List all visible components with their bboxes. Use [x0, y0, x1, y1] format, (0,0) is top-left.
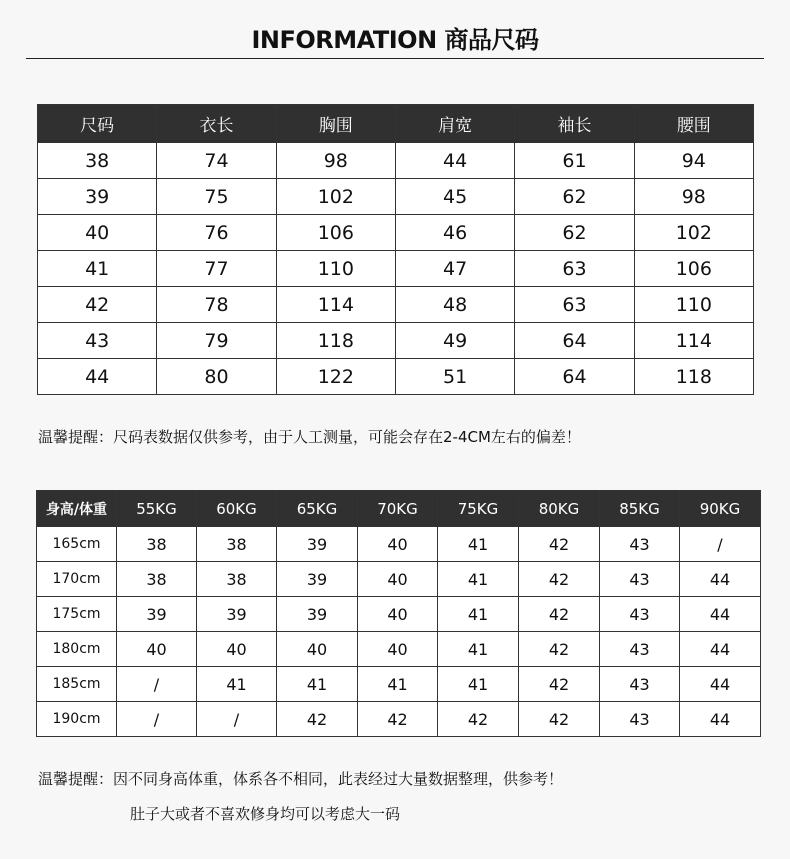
table-cell: 38: [38, 143, 157, 179]
table-cell: 41: [438, 527, 519, 562]
table-cell: 49: [395, 323, 514, 359]
table-row: [38, 143, 754, 179]
table-cell: 122: [276, 359, 395, 395]
table-cell: 43: [600, 702, 680, 737]
table-cell: 41: [197, 667, 277, 702]
table-cell: 42: [519, 562, 600, 597]
header-waist: 腰围: [634, 105, 753, 143]
table-cell: 40: [38, 215, 157, 251]
table-cell: 44: [680, 667, 761, 702]
table-cell: 98: [276, 143, 395, 179]
table-cell: 42: [519, 527, 600, 562]
table-cell: 61: [515, 143, 634, 179]
table-cell: 43: [600, 667, 680, 702]
table-cell: 63: [515, 287, 634, 323]
table-row: [38, 215, 754, 251]
table-cell: 41: [38, 251, 157, 287]
table-row: [37, 597, 761, 632]
table-cell: 75: [157, 179, 276, 215]
table-cell: 102: [634, 215, 753, 251]
table-cell: 40: [358, 597, 438, 632]
header-weight-55: 55KG: [117, 491, 197, 527]
fit-chart-note: 温馨提醒：因不同身高体重，体系各不相同，此表经过大量数据整理，供参考！: [38, 770, 564, 788]
table-cell: 74: [157, 143, 276, 179]
table-cell: 38: [117, 562, 197, 597]
table-row: [38, 323, 754, 359]
table-row: [37, 667, 761, 702]
table-cell: 39: [277, 527, 358, 562]
header-length: 衣长: [157, 105, 276, 143]
header-weight-60: 60KG: [197, 491, 277, 527]
table-row: [37, 632, 761, 667]
table-row: [38, 287, 754, 323]
table-cell: 62: [515, 179, 634, 215]
row-header-cell: 185cm: [37, 667, 117, 702]
table-cell: 44: [680, 632, 761, 667]
row-header-cell: 180cm: [37, 632, 117, 667]
table-cell: 40: [197, 632, 277, 667]
table-cell: 106: [634, 251, 753, 287]
table-cell: 118: [634, 359, 753, 395]
table-cell: 42: [438, 702, 519, 737]
table-cell: 42: [519, 702, 600, 737]
table-cell: 76: [157, 215, 276, 251]
table-cell: 118: [276, 323, 395, 359]
table-row: [38, 251, 754, 287]
table-cell: 44: [680, 597, 761, 632]
table-cell: 114: [276, 287, 395, 323]
table-cell: 39: [197, 597, 277, 632]
table-cell: 41: [438, 667, 519, 702]
table-cell: 110: [634, 287, 753, 323]
table-cell: 38: [197, 527, 277, 562]
table-cell: 80: [157, 359, 276, 395]
title-divider: [26, 58, 764, 59]
table-cell: 42: [358, 702, 438, 737]
table-cell: /: [117, 667, 197, 702]
header-weight-75: 75KG: [438, 491, 519, 527]
table-row: [38, 359, 754, 395]
table-cell: 43: [600, 597, 680, 632]
table-row: [38, 179, 754, 215]
table-cell: 64: [515, 359, 634, 395]
row-header-cell: 175cm: [37, 597, 117, 632]
table-cell: 98: [634, 179, 753, 215]
header-shoulder: 肩宽: [395, 105, 514, 143]
header-weight-80: 80KG: [519, 491, 600, 527]
height-weight-table: [36, 490, 761, 737]
table-row: [37, 527, 761, 562]
table-cell: 38: [197, 562, 277, 597]
header-sleeve: 袖长: [515, 105, 634, 143]
table-cell: 43: [600, 632, 680, 667]
table-cell: 44: [395, 143, 514, 179]
table-cell: 40: [117, 632, 197, 667]
header-weight-85: 85KG: [600, 491, 680, 527]
table-cell: /: [117, 702, 197, 737]
row-header-cell: 190cm: [37, 702, 117, 737]
table-cell: 41: [277, 667, 358, 702]
header-chest: 胸围: [276, 105, 395, 143]
header-weight-70: 70KG: [358, 491, 438, 527]
table-cell: 44: [38, 359, 157, 395]
table-cell: 39: [38, 179, 157, 215]
table-row: [37, 562, 761, 597]
table-cell: 77: [157, 251, 276, 287]
size-chart-header-row: [38, 105, 754, 143]
table-cell: 47: [395, 251, 514, 287]
height-weight-header-row: [37, 491, 761, 527]
table-cell: 43: [38, 323, 157, 359]
table-cell: 42: [519, 632, 600, 667]
table-cell: 40: [358, 562, 438, 597]
table-cell: 102: [276, 179, 395, 215]
table-cell: 114: [634, 323, 753, 359]
table-cell: 41: [358, 667, 438, 702]
fit-chart-tip: 肚子大或者不喜欢修身均可以考虑大一码: [130, 805, 401, 823]
table-cell: 42: [519, 667, 600, 702]
table-cell: 39: [117, 597, 197, 632]
row-header-cell: 170cm: [37, 562, 117, 597]
table-cell: 38: [117, 527, 197, 562]
table-cell: 43: [600, 562, 680, 597]
table-cell: 45: [395, 179, 514, 215]
table-cell: 51: [395, 359, 514, 395]
table-cell: 94: [634, 143, 753, 179]
table-cell: 40: [358, 632, 438, 667]
table-cell: 46: [395, 215, 514, 251]
table-cell: 44: [680, 562, 761, 597]
table-cell: 41: [438, 597, 519, 632]
table-cell: 42: [519, 597, 600, 632]
table-cell: 106: [276, 215, 395, 251]
size-chart-table: [37, 104, 754, 395]
header-weight-65: 65KG: [277, 491, 358, 527]
table-cell: 79: [157, 323, 276, 359]
row-header-cell: 165cm: [37, 527, 117, 562]
table-cell: 48: [395, 287, 514, 323]
table-cell: 40: [277, 632, 358, 667]
table-cell: 39: [277, 562, 358, 597]
table-cell: 78: [157, 287, 276, 323]
table-cell: 42: [38, 287, 157, 323]
table-cell: 41: [438, 632, 519, 667]
size-chart-note: 温馨提醒：尺码表数据仅供参考，由于人工测量，可能会存在2-4CM左右的偏差！: [38, 428, 581, 446]
header-height-weight: 身高/体重: [37, 491, 117, 527]
page-title: INFORMATION 商品尺码: [251, 26, 539, 54]
table-cell: 43: [600, 527, 680, 562]
table-cell: 110: [276, 251, 395, 287]
table-row: [37, 702, 761, 737]
table-cell: /: [680, 527, 761, 562]
table-cell: 41: [438, 562, 519, 597]
table-cell: /: [197, 702, 277, 737]
table-cell: 42: [277, 702, 358, 737]
table-cell: 44: [680, 702, 761, 737]
table-cell: 63: [515, 251, 634, 287]
header-size: 尺码: [38, 105, 157, 143]
header-weight-90: 90KG: [680, 491, 761, 527]
table-cell: 62: [515, 215, 634, 251]
table-cell: 64: [515, 323, 634, 359]
table-cell: 40: [358, 527, 438, 562]
table-cell: 39: [277, 597, 358, 632]
